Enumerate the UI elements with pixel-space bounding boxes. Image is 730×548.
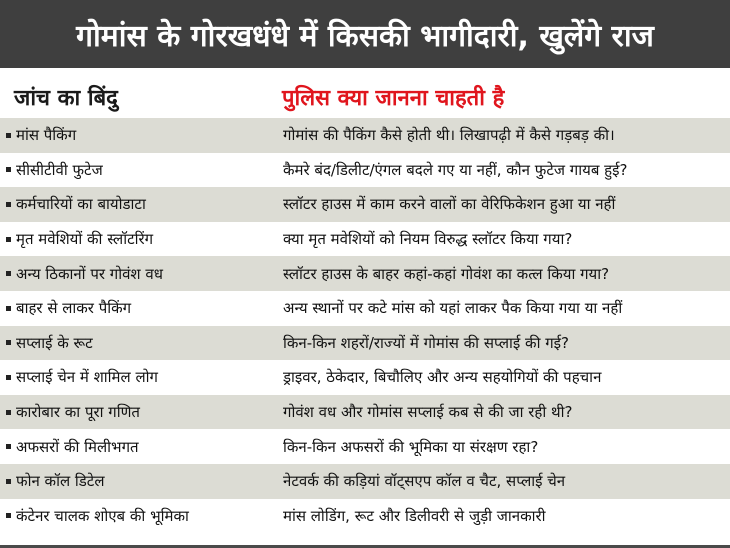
row-point: [6, 464, 105, 499]
table-row: [0, 222, 730, 257]
row-question: ड्राइवर, ठेकेदार, बिचौलिए और अन्य सहयोगियों की पहचान: [283, 368, 602, 387]
row-point: [6, 499, 189, 534]
bullet-icon: [6, 479, 11, 484]
row-question: कैमरे बंद/डिलीट/एंगल बदले गए या नहीं, कौन फुटेज गायब हुई?: [283, 160, 628, 179]
bullet-icon: [6, 444, 11, 449]
row-question: गोमांस की पैकिंग कैसे होती थी। लिखापढ़ी में कैसे गड़बड़ की।: [283, 126, 615, 145]
table-row: [0, 153, 730, 188]
bullet-icon: [6, 340, 11, 345]
bullet-icon: [6, 167, 11, 172]
table-row: [0, 187, 730, 222]
column-header-question: पुलिस क्या जानना चाहती है: [282, 86, 505, 111]
row-point-label: कंटेनर चालक शोएब की भूमिका: [16, 506, 189, 525]
bullet-icon: [6, 133, 11, 138]
row-point-label: अफसरों की मिलीभगत: [16, 437, 139, 456]
table-row: [0, 464, 730, 499]
row-point-label: सीसीटीवी फुटेज: [16, 160, 103, 179]
table-row: [0, 499, 730, 534]
bullet-icon: [6, 513, 11, 518]
row-point-label: फोन कॉल डिटेल: [16, 472, 105, 491]
headline-banner: [0, 0, 730, 68]
row-point-label: सप्लाई के रूट: [16, 333, 93, 352]
bullet-icon: [6, 271, 11, 276]
row-point-label: कर्मचारियों का बायोडाटा: [16, 195, 146, 214]
row-point-label: सप्लाई चेन में शामिल लोग: [16, 368, 158, 387]
row-point-label: कारोबार का पूरा गणित: [16, 403, 140, 422]
row-point: [6, 360, 158, 395]
row-point: [6, 429, 139, 464]
headline-title: गोमांस के गोरखधंधे में किसकी भागीदारी, खुलेंगे राज: [76, 18, 654, 54]
bullet-icon: [6, 202, 11, 207]
bullet-icon: [6, 375, 11, 380]
row-question: स्लॉटर हाउस में काम करने वालों का वेरिफिकेशन हुआ या नहीं: [283, 195, 616, 214]
table-row: [0, 326, 730, 361]
row-question: मांस लोडिंग, रूट और डिलीवरी से जुड़ी जानकारी: [283, 506, 546, 525]
row-point: [6, 256, 163, 291]
table-row: [0, 429, 730, 464]
row-point: [6, 222, 153, 257]
table-row: [0, 256, 730, 291]
bullet-icon: [6, 410, 11, 415]
row-point: [6, 291, 131, 326]
column-headers: [0, 80, 730, 120]
table-row: [0, 395, 730, 430]
row-point: [6, 118, 76, 153]
row-question: नेटवर्क की कड़ियां वॉट्सएप कॉल व चैट, सप्लाई चेन: [283, 472, 566, 491]
table-row: [0, 360, 730, 395]
row-point-label: मांस पैकिंग: [16, 126, 77, 145]
row-point: [6, 395, 140, 430]
bullet-icon: [6, 306, 11, 311]
row-point-label: अन्य ठिकानों पर गोवंश वध: [16, 264, 163, 283]
row-question: अन्य स्थानों पर कटे मांस को यहां लाकर पैक किया गया या नहीं: [283, 299, 623, 318]
row-question: किन-किन शहरों/राज्यों में गोमांस की सप्लाई की गई?: [283, 333, 570, 352]
column-header-point: जांच का बिंदु: [14, 86, 118, 111]
row-point: [6, 187, 146, 222]
row-question: स्लॉटर हाउस के बाहर कहां-कहां गोवंश का कत्ल किया गया?: [283, 264, 610, 283]
row-question: किन-किन अफसरों की भूमिका या संरक्षण रहा?: [283, 437, 539, 456]
table-row: [0, 118, 730, 153]
row-point: [6, 153, 103, 188]
row-point: [6, 326, 93, 361]
row-point-label: बाहर से लाकर पैकिंग: [16, 299, 132, 318]
row-question: गोवंश वध और गोमांस सप्लाई कब से की जा रही थी?: [283, 403, 573, 422]
row-point-label: मृत मवेशियों की स्लॉटरिंग: [16, 230, 154, 249]
investigation-table: [0, 118, 730, 533]
bullet-icon: [6, 237, 11, 242]
table-row: [0, 291, 730, 326]
row-question: क्या मृत मवेशियों को नियम विरुद्ध स्लॉटर किया गया?: [283, 230, 573, 249]
